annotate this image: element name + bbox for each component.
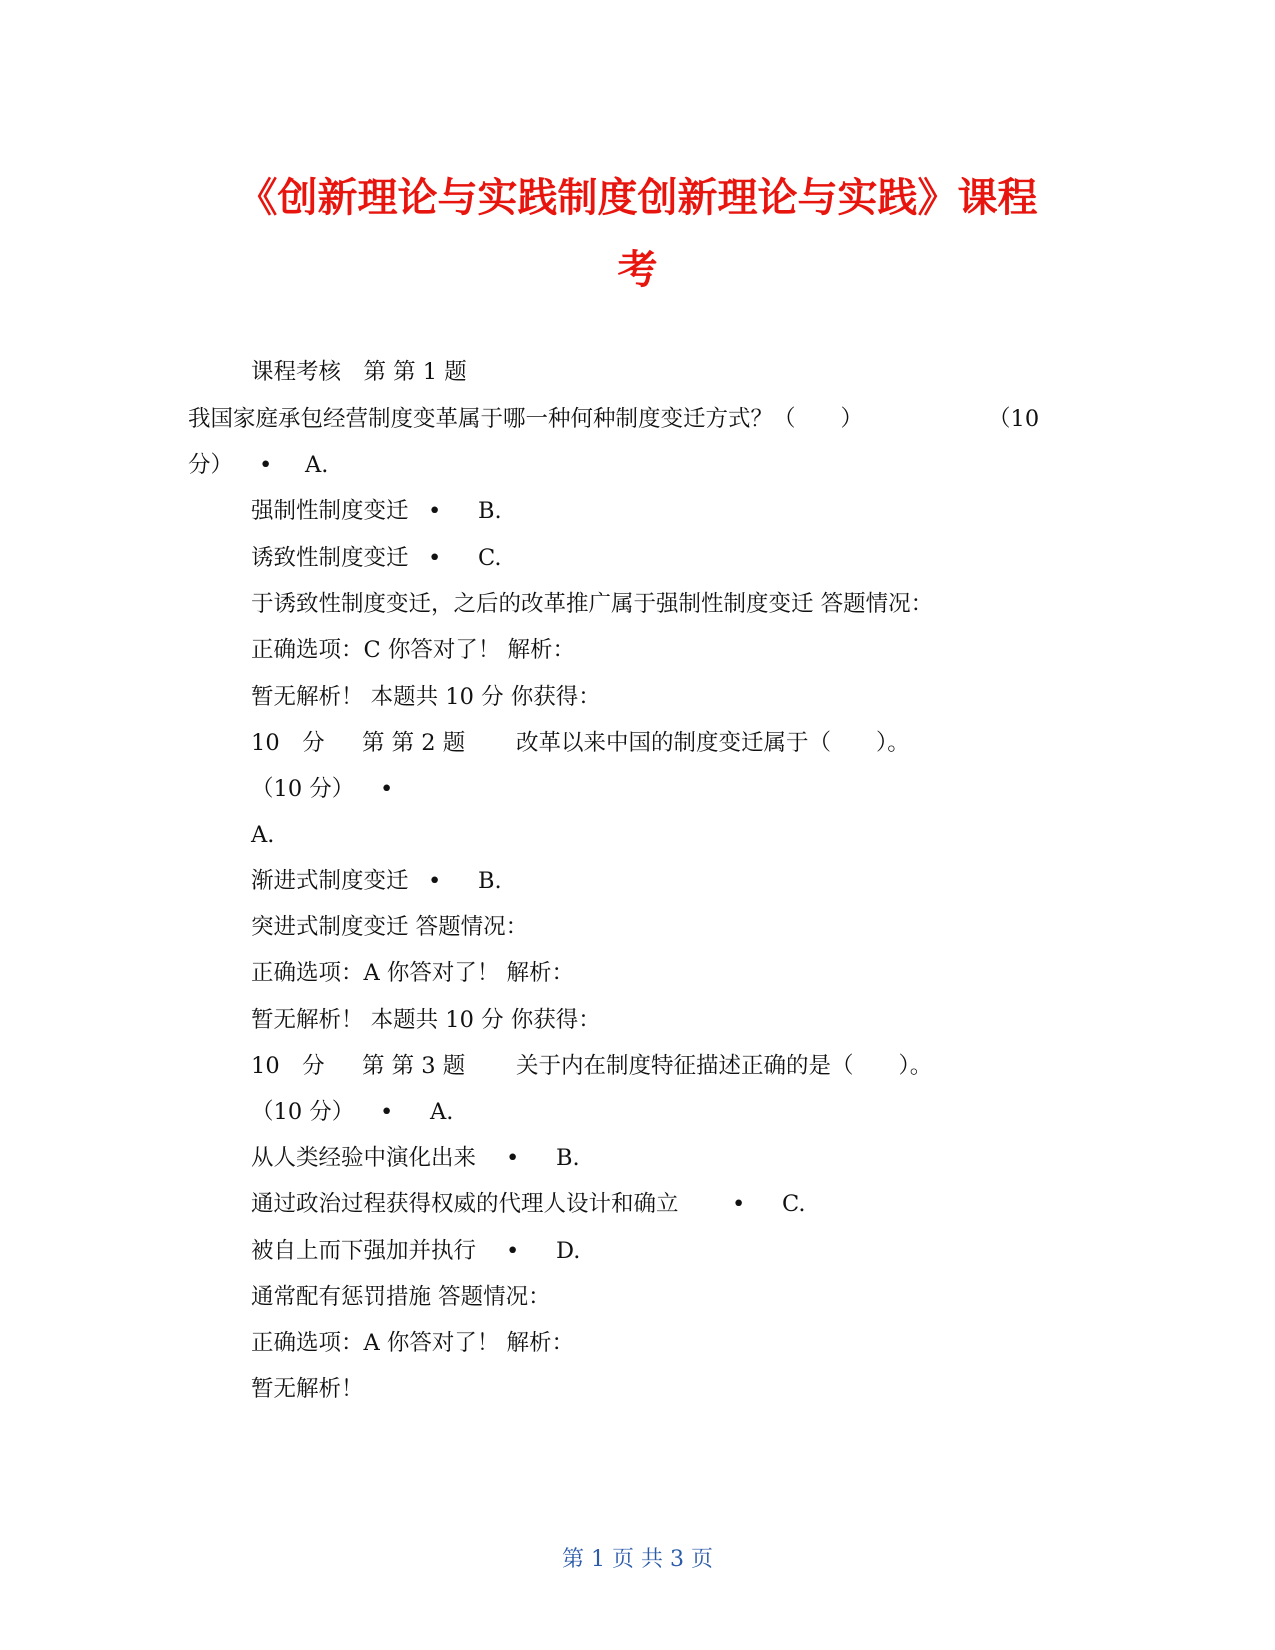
question-1-text: 我国家庭承包经营制度变革属于哪一种何种制度变迁方式？（ ） — [188, 406, 864, 432]
document-title-line-1: 《创新理论与实践制度创新理论与实践》课程 — [237, 175, 1038, 221]
bullet-icon: • — [428, 868, 442, 894]
question-number: 第 第 3 题 — [362, 1053, 466, 1079]
option-line — [0, 496, 1275, 526]
option-text: 从人类经验中演化出来 — [251, 1145, 477, 1171]
option-label: A. — [430, 1099, 454, 1125]
option-text: 诱致性制度变迁 — [251, 545, 409, 571]
earned-score: 10 分 — [251, 1053, 325, 1079]
option-label: A. — [305, 452, 329, 478]
option-text: 强制性制度变迁 — [251, 498, 409, 524]
bullet-icon: • — [380, 776, 394, 802]
option-line — [0, 866, 1275, 896]
option-text: 通过政治过程获得权威的代理人设计和确立 — [251, 1191, 679, 1217]
question-3-line — [0, 1051, 1275, 1081]
score-line: 暂无解析！ 本题共 10 分 你获得： — [251, 684, 601, 710]
analysis-line: 暂无解析！ — [251, 1376, 364, 1402]
question-2-line — [0, 728, 1275, 758]
question-2-score-line — [0, 774, 1275, 804]
bullet-icon: • — [428, 545, 442, 571]
option-text-answer-status: 通常配有惩罚措施 答题情况： — [251, 1284, 551, 1310]
option-line — [0, 1236, 1275, 1266]
bullet-icon: • — [259, 452, 273, 478]
question-3-score-line — [0, 1097, 1275, 1127]
option-label: B. — [556, 1145, 580, 1171]
option-text: 被自上而下强加并执行 — [251, 1238, 477, 1264]
option-text-answer-status: 突进式制度变迁 答题情况： — [251, 914, 529, 940]
option-text: 渐进式制度变迁 — [251, 868, 409, 894]
bullet-icon: • — [380, 1099, 394, 1125]
earned-score: 10 分 — [251, 730, 325, 756]
option-line — [0, 1143, 1275, 1173]
option-line — [0, 543, 1275, 573]
option-label: A. — [251, 822, 275, 848]
bullet-icon: • — [506, 1238, 520, 1264]
option-label: D. — [556, 1238, 581, 1264]
question-3-text: 关于内在制度特征描述正确的是（ ）。 — [516, 1053, 933, 1079]
option-label: B. — [478, 868, 502, 894]
option-label: C. — [782, 1191, 806, 1217]
option-line — [0, 1189, 1275, 1219]
question-1-score-line — [0, 450, 1275, 480]
bullet-icon: • — [506, 1145, 520, 1171]
correct-answer-line: 正确选项：A 你答对了！ 解析： — [251, 960, 575, 986]
question-score: （10 分） — [251, 1099, 355, 1125]
question-score: （10 分） — [251, 776, 355, 802]
option-text-answer-status: 于诱致性制度变迁，之后的改革推广属于强制性制度变迁 答题情况： — [251, 591, 934, 617]
question-number: 第 第 2 题 — [362, 730, 466, 756]
question-1-line — [0, 404, 1275, 434]
bullet-icon: • — [428, 498, 442, 524]
score-unit: 分） — [188, 452, 234, 478]
option-label: B. — [478, 498, 502, 524]
correct-answer-line: 正确选项：A 你答对了！ 解析： — [251, 1330, 575, 1356]
option-label: C. — [478, 545, 502, 571]
bullet-icon: • — [732, 1191, 746, 1217]
question-2-text: 改革以来中国的制度变迁属于（ ）。 — [516, 730, 910, 756]
section-heading: 课程考核 第 第 1 题 — [251, 359, 467, 385]
document-title-line-2: 考 — [617, 247, 658, 293]
question-1-score: （10 — [988, 406, 1040, 432]
correct-answer-line: 正确选项：C 你答对了！ 解析： — [251, 637, 576, 663]
score-line: 暂无解析！ 本题共 10 分 你获得： — [251, 1007, 601, 1033]
page-footer: 第 1 页 共 3 页 — [562, 1547, 713, 1572]
